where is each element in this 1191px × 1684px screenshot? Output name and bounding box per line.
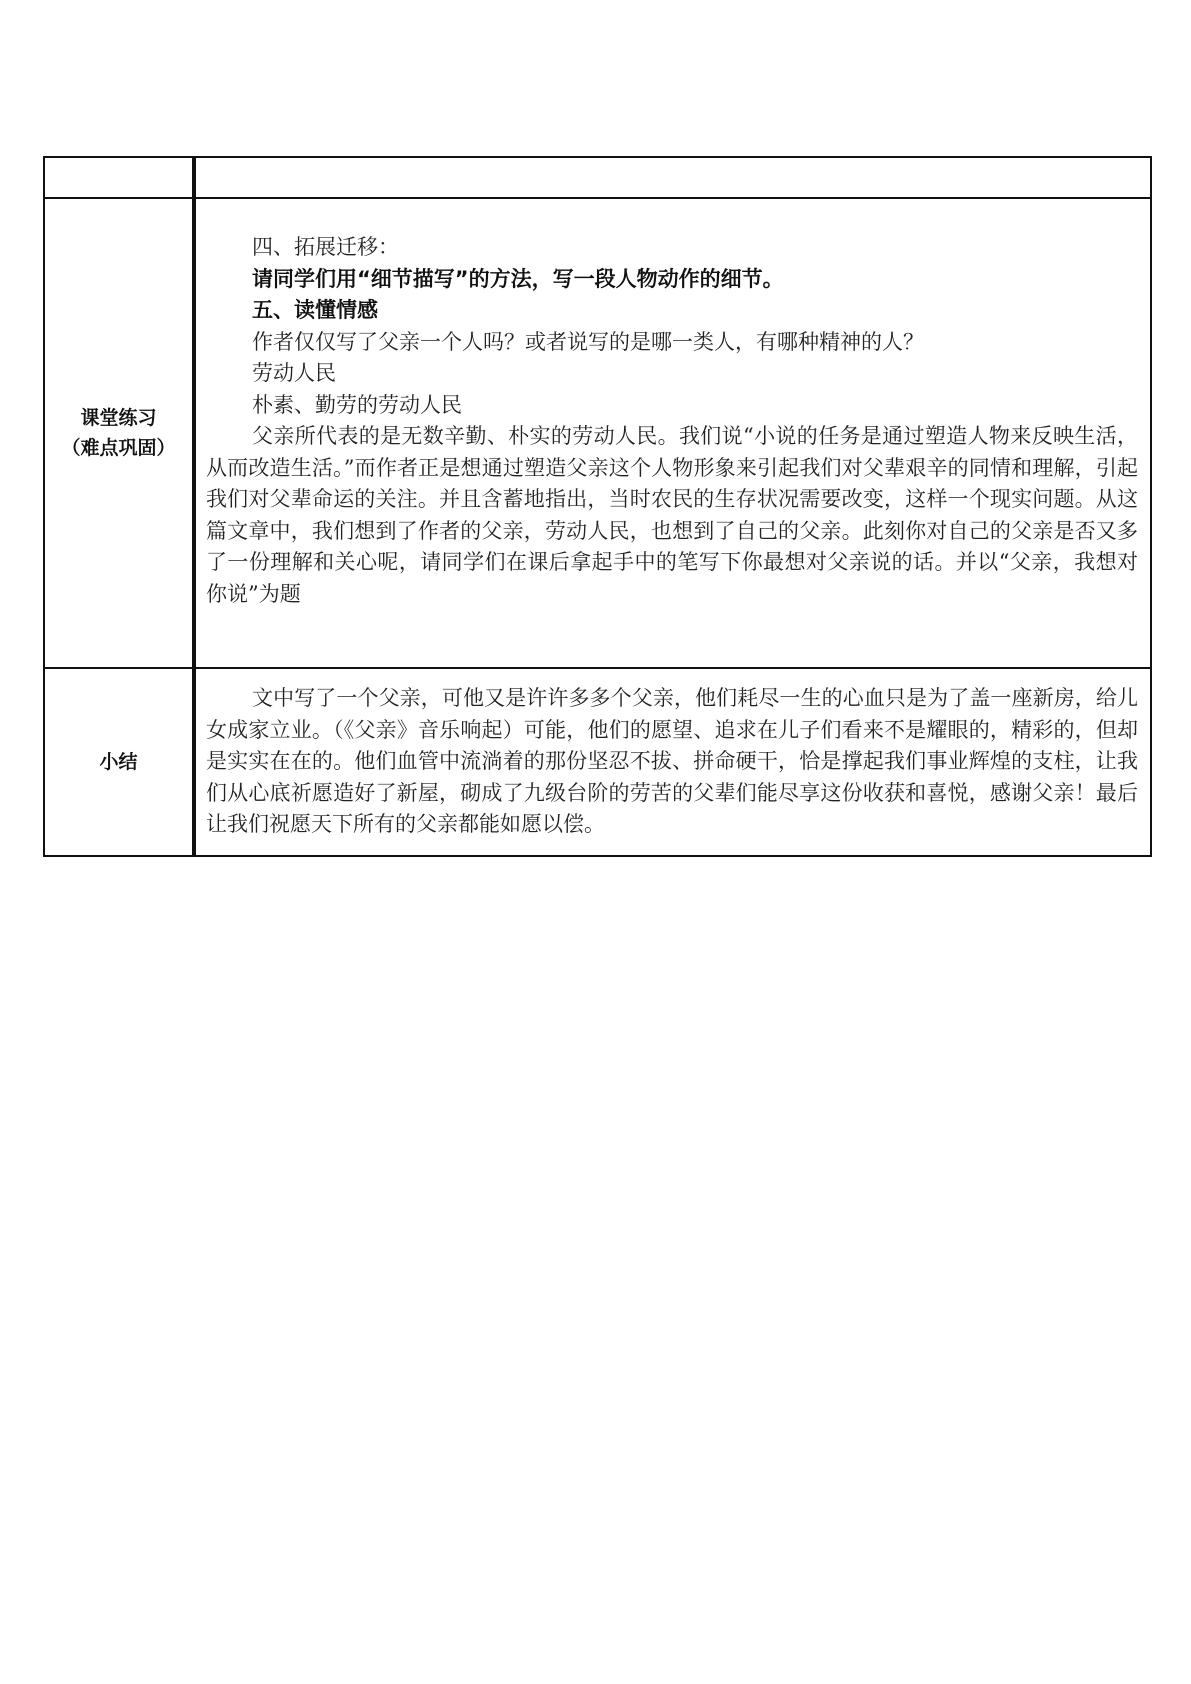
table-row-practice	[44, 198, 1151, 668]
lesson-plan-table	[43, 156, 1152, 857]
practice-content-cell	[194, 198, 1151, 668]
practice-label-main: 课堂练习	[80, 407, 157, 429]
task-instruction: 请同学们用“细节描写”的方法，写一段人物动作的细节。	[252, 266, 784, 291]
practice-label-cell	[44, 198, 194, 668]
summary-label-cell: 小结	[44, 668, 194, 856]
row1-content-cell	[194, 157, 1151, 198]
practice-label-sub: （难点巩固）	[61, 437, 176, 459]
question-text: 作者仅仅写了父亲一个人吗？或者说写的是哪一类人，有哪种精神的人？	[252, 329, 924, 354]
row1-label-cell	[44, 157, 194, 198]
answer-text-2: 朴素、勤劳的劳动人民	[252, 392, 462, 417]
summary-paragraph: 文中写了一个父亲，可他又是许许多多个父亲，他们耗尽一生的心血只是为了盖一座新房，给儿女成家立业。（《父亲》音乐响起）可能，他们的愿望、追求在儿子们看来不是耀眼的，精彩的，但却是实实在在的。他们血管中流淌着的那份坚忍不拔、拼命硬干，恰是撑起我们事业辉煌的支柱，让我们从心底祈愿造好了新屋，砌成了九级台阶的劳苦的父辈们能尽享这份收获和喜悦，感谢父亲！最后让我们祝愿天下所有的父亲都能如愿以偿。	[206, 686, 1138, 836]
heading-extension: 四、拓展迁移：	[252, 235, 399, 259]
table-row-summary	[44, 668, 1151, 856]
table-row-header	[44, 157, 1151, 198]
heading-emotion: 五、读懂情感	[252, 298, 378, 322]
practice-paragraph: 父亲所代表的是无数辛勤、朴实的劳动人民。我们说“小说的任务是通过塑造人物来反映生活，从而改造生活。”而作者正是想通过塑造父亲这个人物形象来引起我们对父辈艰辛的同情和理解，引起我们对父辈命运的关注。并且含蓄地指出，当时农民的生存状况需要改变，这样一个现实问题。从这篇文章中，我们想到了作者的父亲，劳动人民，也想到了自己的父亲。此刻你对自己的父亲是否又多了一份理解和关心呢，请同学们在课后拿起手中的笔写下你最想对父亲说的话。并以“父亲，我想对你说”为题	[206, 424, 1138, 606]
answer-text-1: 劳动人民	[252, 361, 336, 385]
summary-content-cell	[194, 668, 1151, 856]
